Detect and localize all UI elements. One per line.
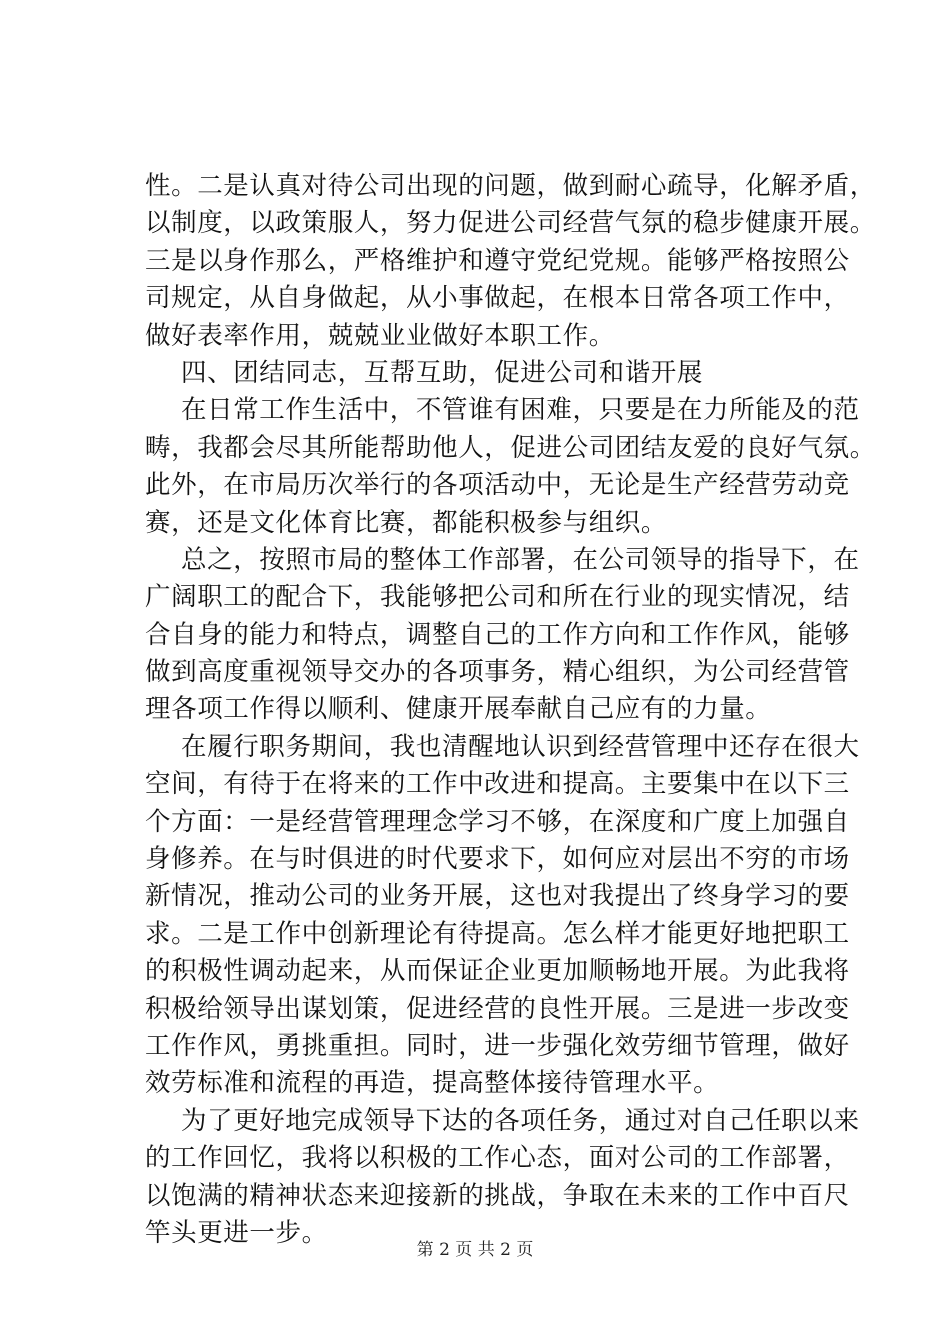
text-line: 以饱满的精神状态来迎接新的挑战，争取在未来的工作中百尺 [145,1180,850,1211]
text-line: 个方面：一是经营管理理念学习不够，在深度和广度上加强自 [145,806,850,837]
text-line: 总之，按照市局的整体工作部署，在公司领导的指导下，在 [181,544,860,575]
text-line: 积极给领导出谋划策，促进经营的良性开展。三是进一步改变 [145,993,850,1024]
text-line: 司规定，从自身做起，从小事做起，在根本日常各项工作中， [145,283,850,314]
text-line: 此外，在市局历次举行的各项活动中，无论是生产经营劳动竞 [145,470,850,501]
text-line: 合自身的能力和特点，调整自己的工作方向和工作作风，能够 [145,619,850,650]
text-line: 的工作回忆，我将以积极的工作心态，面对公司的工作部署， [145,1143,850,1174]
text-line: 三是以身作那么，严格维护和遵守党纪党规。能够严格按照公 [145,245,850,276]
text-line: 效劳标准和流程的再造，提高整体接待管理水平。 [145,1068,720,1099]
text-line: 畴，我都会尽其所能帮助他人，促进公司团结友爱的良好气氛。 [145,432,876,463]
text-line: 性。二是认真对待公司出现的问题，做到耐心疏导，化解矛盾， [145,171,876,201]
text-line: 工作作风，勇挑重担。同时，进一步强化效劳细节管理，做好 [145,1030,850,1061]
text-line: 做到高度重视领导交办的各项事务，精心组织，为公司经营管 [145,657,850,688]
page-footer: 第 2 页 共 2 页 [416,1240,534,1260]
text-line: 在日常工作生活中，不管谁有困难，只要是在力所能及的范 [181,395,860,426]
text-line: 新情况，推动公司的业务开展，这也对我提出了终身学习的要 [145,881,850,912]
text-line: 理各项工作得以顺利、健康开展奉献自己应有的力量。 [145,694,772,725]
text-line: 空间，有待于在将来的工作中改进和提高。主要集中在以下三 [145,769,850,800]
text-line: 的积极性调动起来，从而保证企业更加顺畅地开展。为此我将 [145,956,850,987]
text-line: 四、团结同志，互帮互助，促进公司和谐开展 [181,357,704,388]
text-line: 做好表率作用，兢兢业业做好本职工作。 [145,320,615,351]
text-line: 赛，还是文化体育比赛，都能积极参与组织。 [145,507,668,538]
text-line: 身修养。在与时俱进的时代要求下，如何应对层出不穷的市场 [145,844,850,875]
text-line: 为了更好地完成领导下达的各项任务，通过对自己任职以来 [181,1105,860,1136]
text-line: 广阔职工的配合下，我能够把公司和所在行业的现实情况，结 [145,582,850,613]
text-line: 竿头更进一步。 [145,1217,328,1248]
text-line: 以制度，以政策服人，努力促进公司经营气氛的稳步健康开展。 [145,208,876,239]
text-line: 在履行职务期间，我也清醒地认识到经营管理中还存在很大 [181,731,860,762]
text-line: 求。二是工作中创新理论有待提高。怎么样才能更好地把职工 [145,918,850,949]
document-body [145,168,876,1252]
